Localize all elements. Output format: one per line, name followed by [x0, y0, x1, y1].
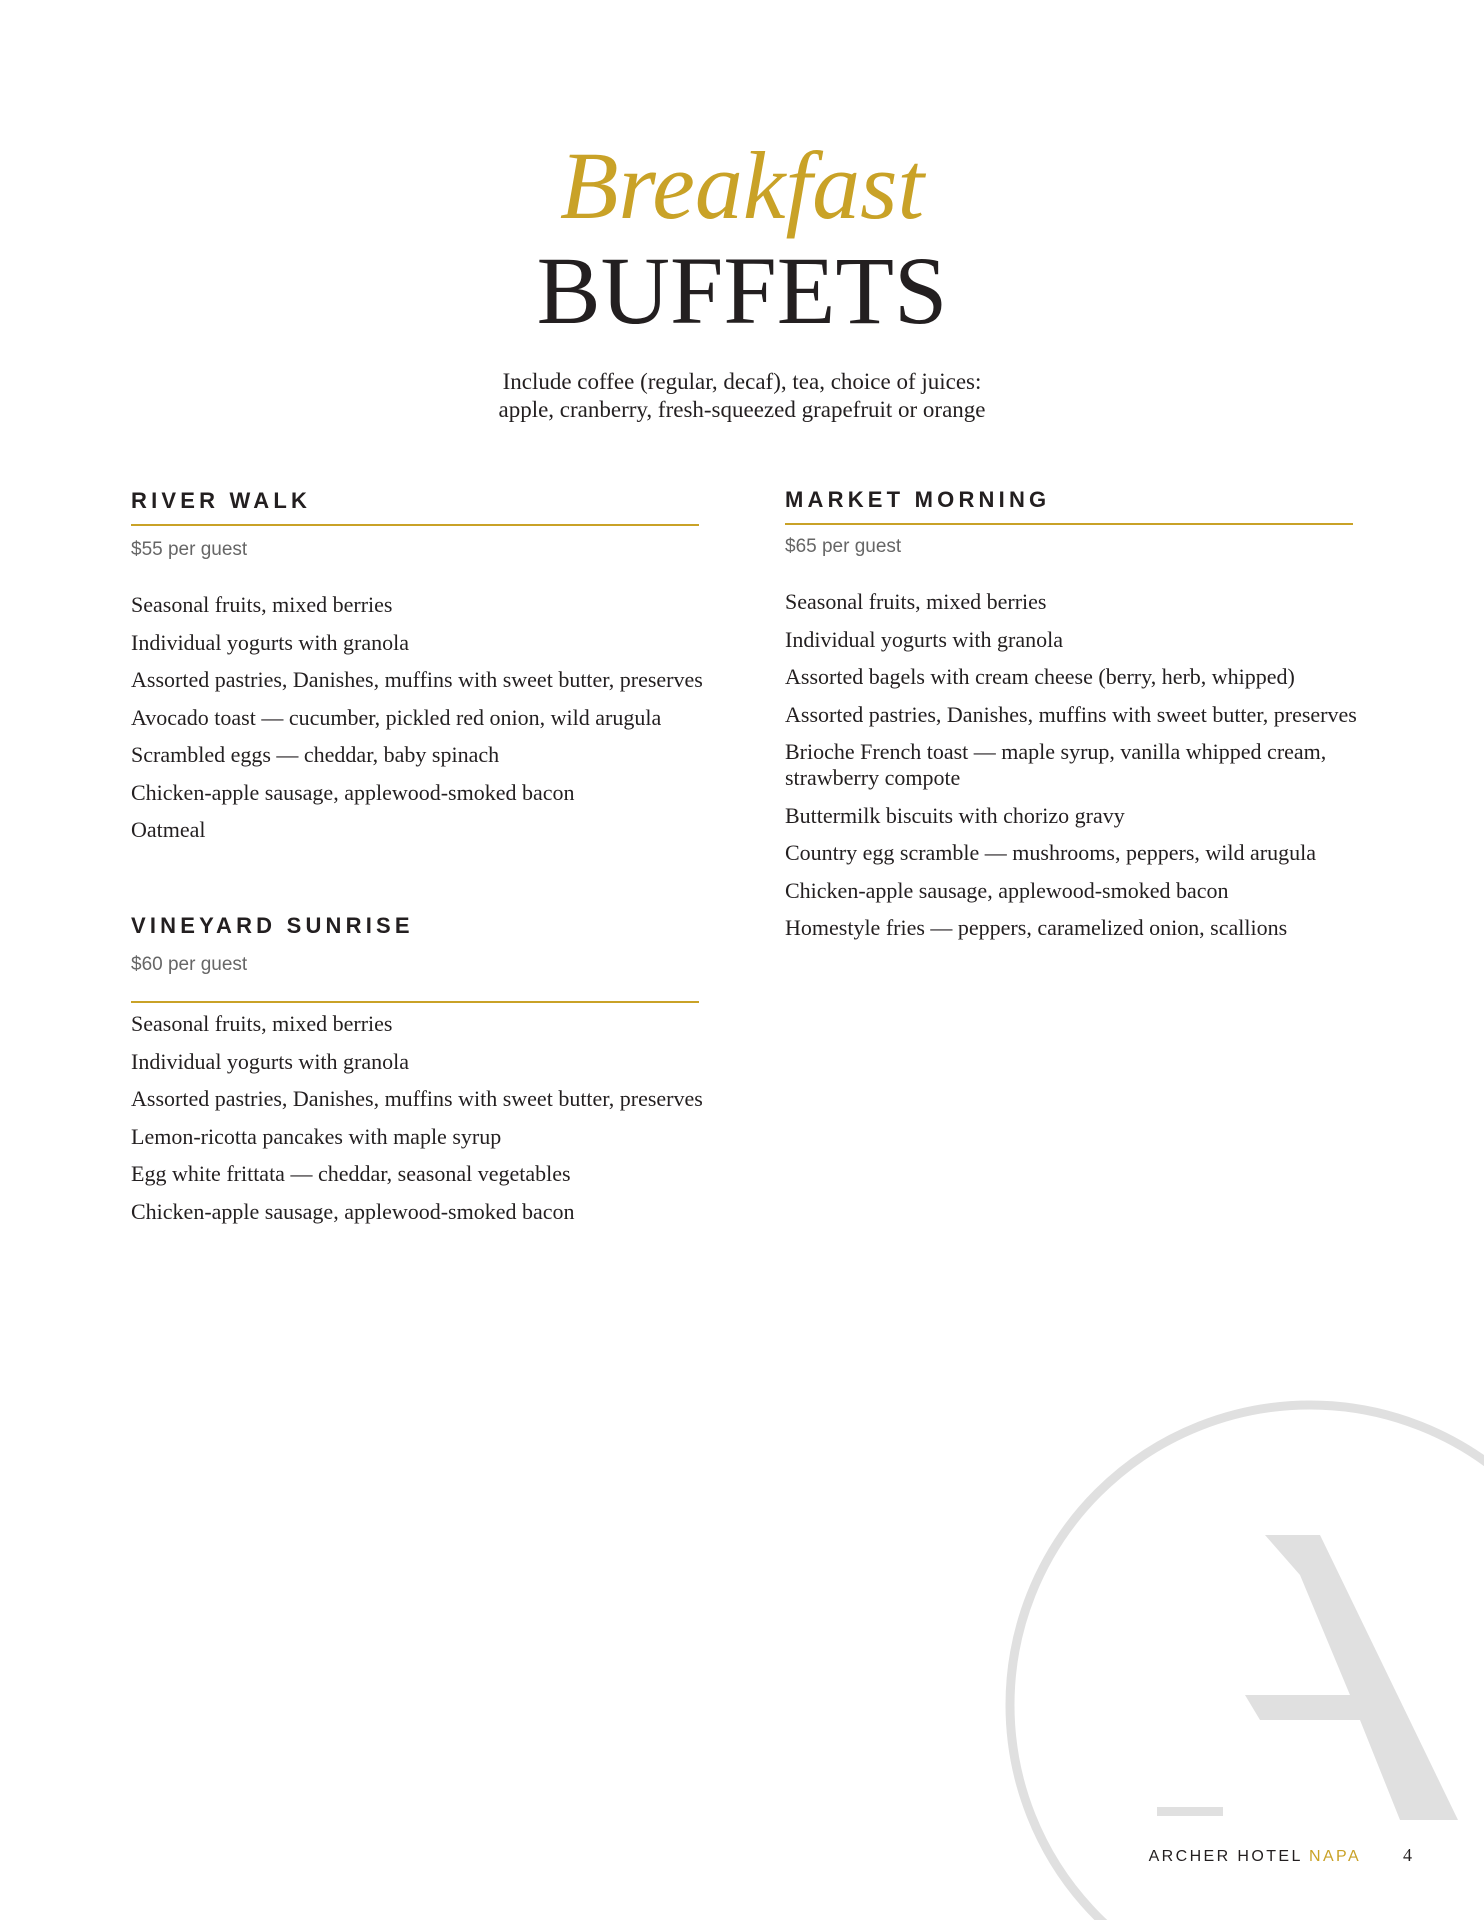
section-title: MARKET MORNING	[785, 487, 1051, 512]
menu-item: Brioche French toast — maple syrup, vanilla whipped cream, strawberry compote	[785, 739, 1327, 790]
menu-item: Homestyle fries — peppers, caramelized onion, scallions	[785, 915, 1288, 940]
section-market-morning	[785, 485, 1405, 953]
menu-item: Seasonal fruits, mixed berries	[131, 1011, 393, 1036]
menu-item: Lemon-ricotta pancakes with maple syrup	[131, 1123, 502, 1149]
intro-line: apple, cranberry, fresh-squeezed grapefruit or orange	[498, 397, 986, 422]
page-footer	[1149, 1845, 1412, 1866]
footer-brand: ARCHER HOTEL	[1148, 1848, 1303, 1865]
menu-item: Chicken-apple sausage, applewood-smoked bacon	[131, 779, 575, 805]
menu-item: Individual yogurts with granola	[131, 1048, 410, 1074]
menu-item: Avocado toast — cucumber, pickled red onion, wild arugula	[131, 704, 662, 730]
section-divider	[131, 1001, 699, 1003]
section-price: $55 per guest	[131, 539, 248, 560]
section-vineyard-sunrise	[131, 911, 751, 1236]
footer-location: NAPA	[1309, 1848, 1361, 1865]
menu-item: Individual yogurts with granola	[131, 629, 410, 655]
menu-item: Assorted pastries, Danishes, muffins with sweet butter, preserves	[785, 701, 1357, 727]
menu-item: Buttermilk biscuits with chorizo gravy	[785, 802, 1125, 828]
intro-text	[0, 368, 1484, 424]
menu-item: Assorted bagels with cream cheese (berry, herb, whipped)	[785, 664, 1295, 689]
menu-item: Chicken-apple sausage, applewood-smoked bacon	[785, 877, 1229, 903]
section-river-walk	[131, 486, 751, 855]
menu-item: Country egg scramble — mushrooms, peppers, wild arugula	[785, 840, 1316, 865]
menu-item: Assorted pastries, Danishes, muffins with sweet butter, preserves	[131, 667, 703, 692]
menu-item: Oatmeal	[131, 817, 206, 842]
menu-item: Scrambled eggs — cheddar, baby spinach	[131, 742, 500, 767]
menu-item: Assorted pastries, Danishes, muffins with sweet butter, preserves	[131, 1086, 703, 1111]
menu-item-list	[131, 592, 751, 843]
page-number: 4	[1403, 1845, 1412, 1865]
section-divider	[131, 524, 699, 526]
page-title-script: Breakfast	[559, 132, 925, 239]
menu-item: Individual yogurts with granola	[785, 626, 1064, 652]
section-title: RIVER WALK	[131, 488, 312, 513]
section-title: VINEYARD SUNRISE	[131, 913, 414, 938]
section-price: $60 per guest	[131, 954, 248, 975]
menu-item: Chicken-apple sausage, applewood-smoked bacon	[131, 1198, 575, 1224]
page-title-main: BUFFETS	[536, 237, 948, 344]
menu-item-list	[785, 589, 1405, 941]
section-divider	[785, 523, 1353, 525]
menu-item: Egg white frittata — cheddar, seasonal vegetables	[131, 1161, 571, 1186]
menu-item: Seasonal fruits, mixed berries	[131, 592, 393, 617]
section-price: $65 per guest	[785, 536, 902, 557]
menu-item: Seasonal fruits, mixed berries	[785, 589, 1047, 614]
watermark-letter: A	[0, 0, 1, 1]
menu-item-list	[131, 1011, 751, 1225]
intro-line: Include coffee (regular, decaf), tea, choice of juices:	[502, 369, 982, 394]
